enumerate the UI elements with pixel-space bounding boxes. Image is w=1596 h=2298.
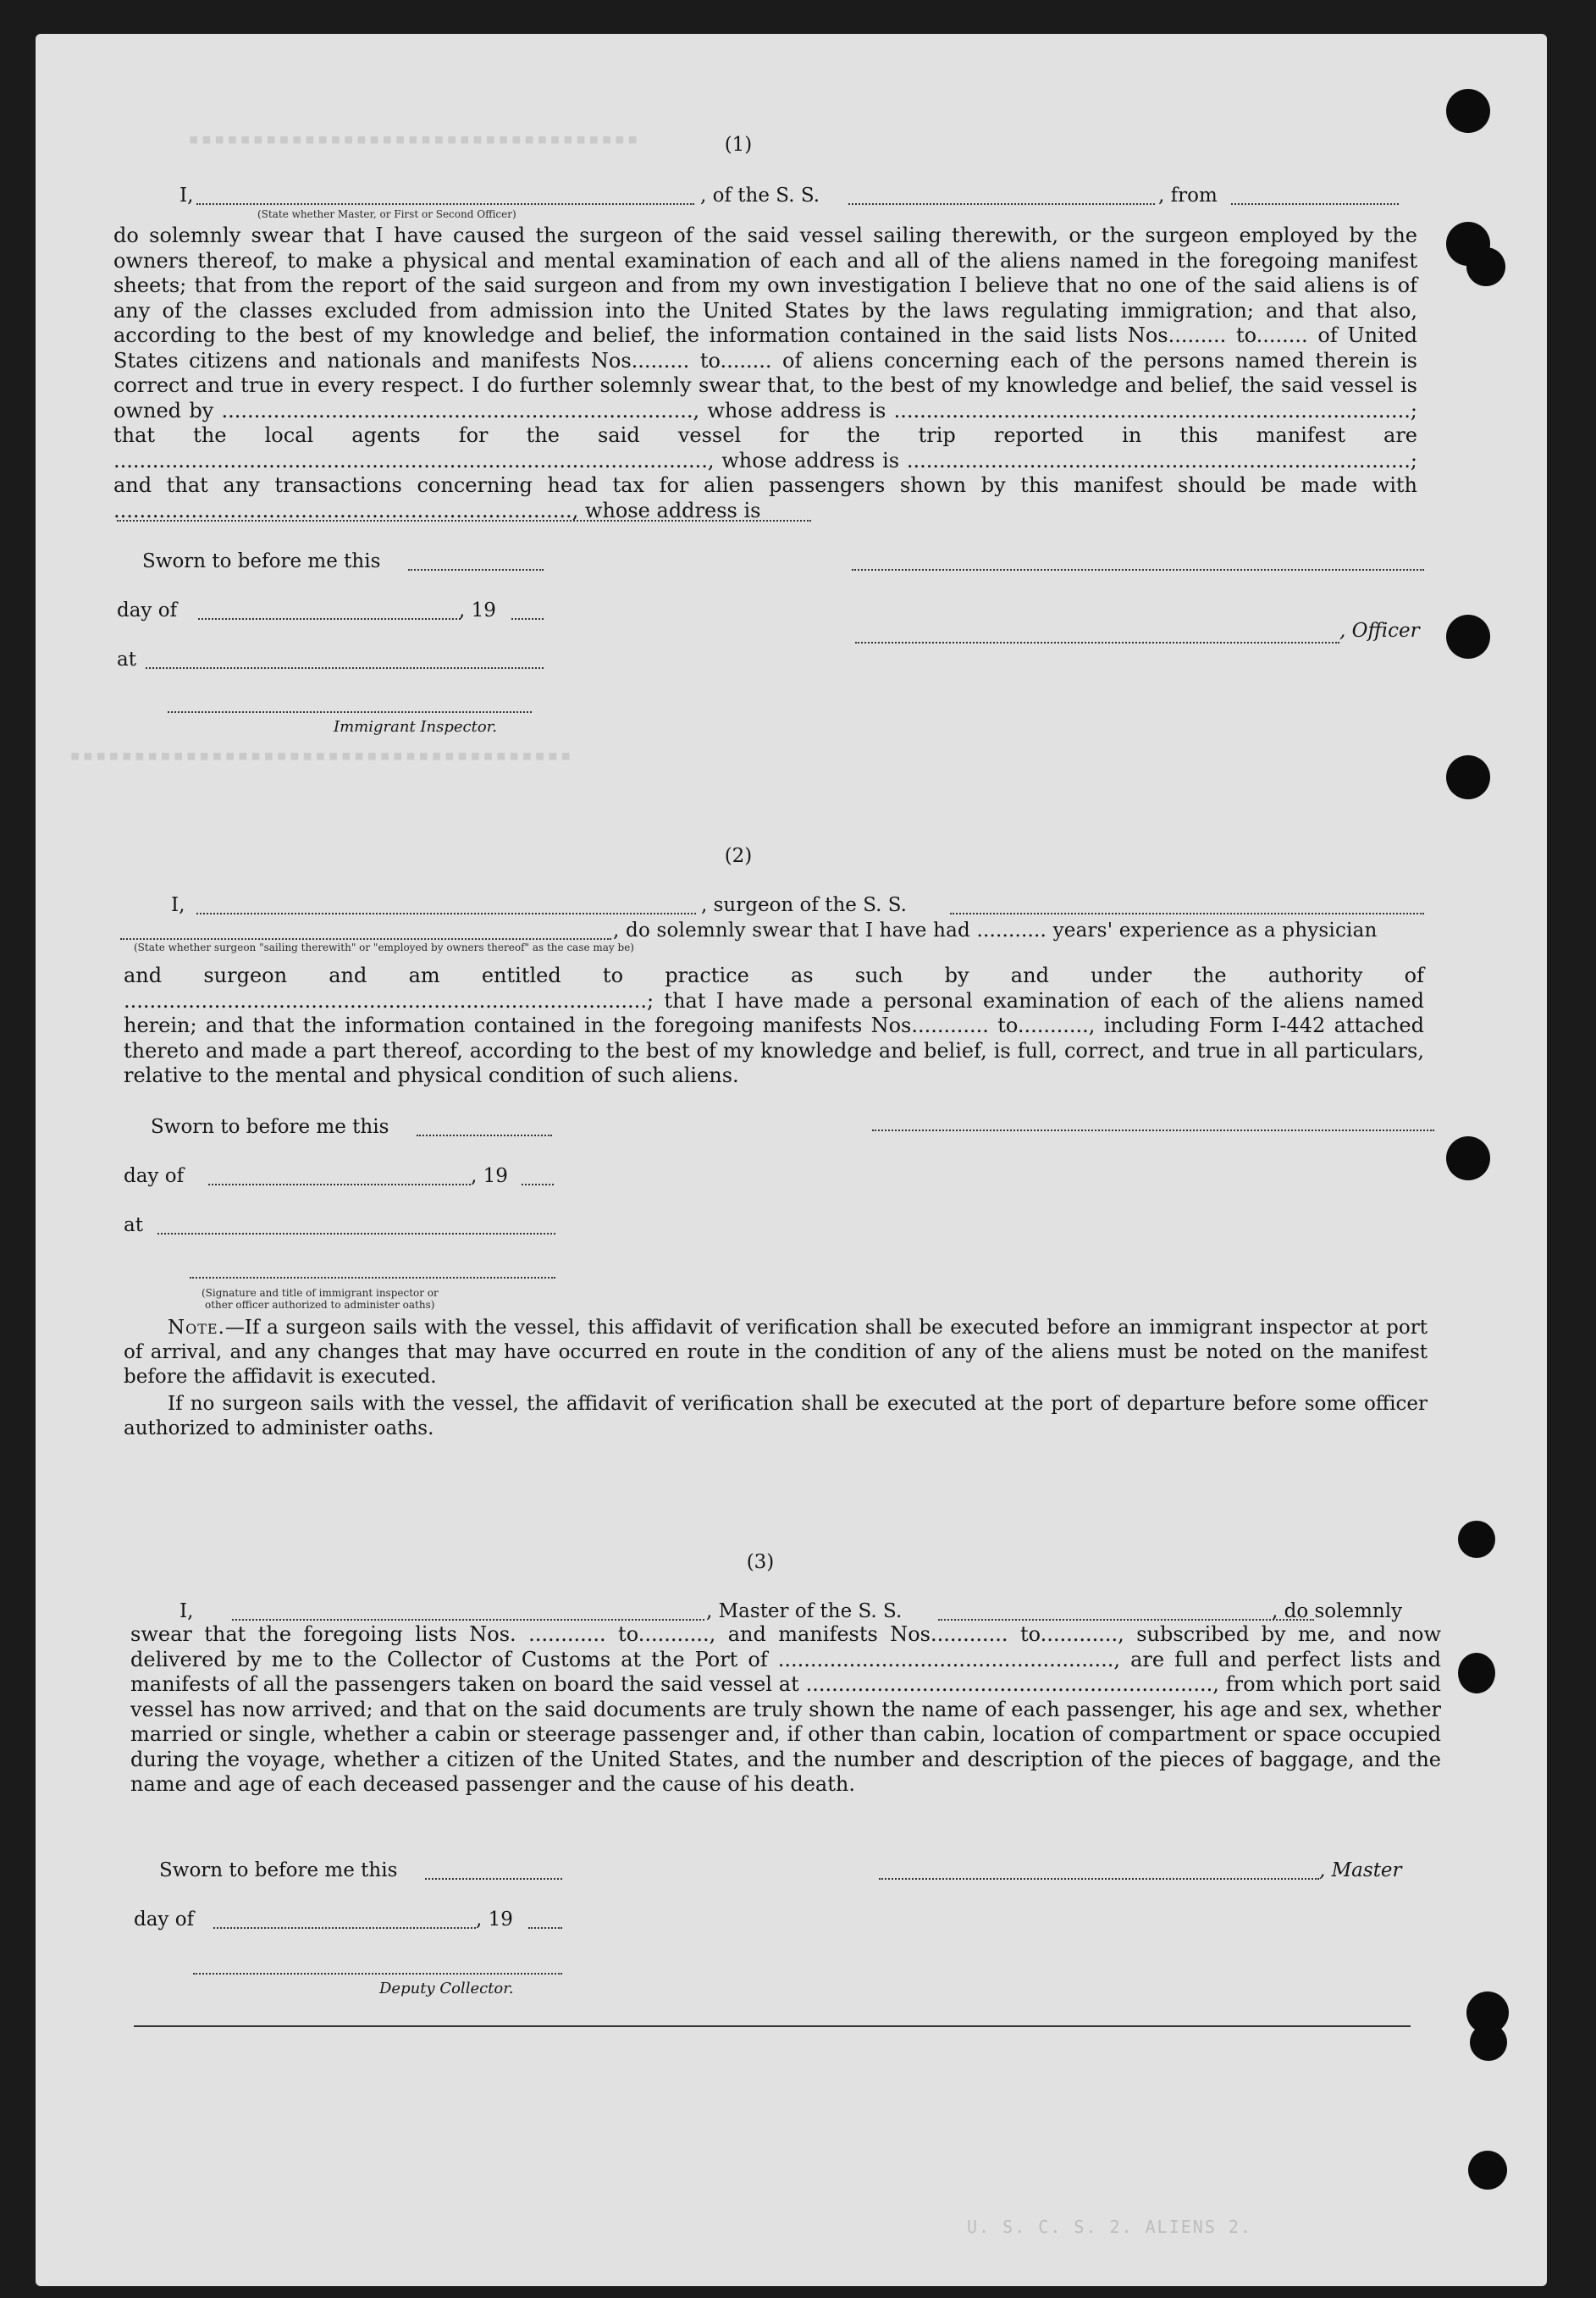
year-field-3[interactable] [528,1927,562,1929]
day-of-label-3: day of [134,1909,195,1931]
sworn-label-2: Sworn to before me this [151,1116,389,1138]
sworn-date-field-2[interactable] [417,1135,552,1136]
section-3-paragraph: swear that the foregoing lists Nos. ............ to..........., and manifests Nos............ to............, subscribed by me, and now delivered by me to the Collector of Customs at the Port of ...................................................., are full and perfect lists and manifests of all the passengers taken on board the said vessel at ..............................................................., from which port said vessel has now arrived; and that on the said documents are truly shown the name of each passenger, his age and sex, whether married or single, whether a cabin or steerage passenger and, if other than cabin, location of compartment or space occupied during the voyage, whether a citizen of the United States, and the number and description of the pieces of baggage, and the name and age of each deceased passenger and the cause of his death. [130,1622,1441,1796]
officer-signature-field[interactable] [855,642,1339,644]
note-text: —If a surgeon sails with the vessel, this affidavit of verification shall be executed before an immigrant inspector at port of arrival, and any changes that may have occurred en route in the condition of any of the aliens must be noted on the manifest before the affidavit is executed. [124,1317,1428,1388]
bottom-rule [134,2025,1411,2027]
surgeon-status-caption: (State whether surgeon "sailing therewith" or "employed by owners thereof" as the case may be) [134,942,634,953]
administering-officer-signature-field[interactable] [190,1277,555,1279]
surgeon-status-field[interactable] [120,938,611,940]
section-3-solemnly: , do solemnly [1272,1600,1403,1622]
section-3-i: I, [179,1600,194,1622]
section-1-i: I, [179,185,194,207]
deputy-collector-signature-field[interactable] [193,1973,562,1975]
form-stamp: U. S. C. S. 2. ALIENS 2. [967,2217,1252,2237]
form-sheet [36,34,1547,2286]
sworn-date-field-1[interactable] [408,569,544,571]
section-1-paragraph: do solemnly swear that I have caused the surgeon of the said vessel sailing therewith, or the surgeon employed by the owners thereof, to make a physical and mental examination of each and all of the aliens named in the foregoing manifest sheets; that from the report of the said surgeon and from my own investigation I believe that no one of the said aliens is of any of the classes excluded from admission into the United States by the laws regulating immigration; and that also, according to the best of my knowledge and belief, the information contained in the said lists Nos......... to........ of United States citizens and nationals and manifests Nos......... to........ of aliens concerning each of the persons named therein is correct and true in every respect. I do further solemnly swear that, to the best of my knowledge and belief, the said vessel is owned by ........................................................................., whose address is ................................................................................; that the local agents for the said vessel for the trip reported in this manifest are ............................................................................................, whose address is ..............................................................................; and that any transactions concerning head tax for alien passengers shown by this manifest should be made with ......................................................................., whose address is [113,224,1417,522]
master-signature-field[interactable] [879,1878,1319,1880]
section-3-master-ss: , Master of the S. S. [706,1600,903,1622]
sworn-date-field-3[interactable] [425,1878,562,1880]
section-2-surgeon-ss: , surgeon of the S. S. [701,894,907,916]
note-lead: Note. [168,1317,225,1339]
punch-hole [1458,1521,1495,1558]
sworn-label-1: Sworn to before me this [142,550,381,572]
officer-signature-top-field[interactable] [852,569,1424,571]
surgeon-name-field[interactable] [196,913,696,914]
year-label-2: , 19 [471,1165,508,1187]
punch-hole [1470,2024,1507,2061]
punch-hole [1446,615,1490,659]
year-field-1[interactable] [511,618,544,620]
officer-rank-caption: (State whether Master, or First or Second Officer) [257,208,516,220]
day-of-label-1: day of [117,599,178,621]
section-2-number: (2) [724,845,753,867]
section-1-number: (1) [724,134,753,156]
punch-hole [1468,2151,1507,2190]
at-label-2: at [124,1214,143,1236]
month-field-2[interactable] [208,1184,471,1185]
section-2-i: I, [171,894,185,916]
sworn-label-3: Sworn to before me this [159,1859,398,1881]
at-label-1: at [117,649,136,671]
punch-hole [1446,89,1490,133]
month-field-3[interactable] [213,1927,476,1929]
section-2-paragraph: and surgeon and am entitled to practice as such by and under the authority of .................................................................................; that I have made a personal examination of each of the aliens named herein; and that the information contained in the foregoing manifests Nos............ to..........., including Form I-442 attached thereto and made a part thereof, according to the best of my knowledge and belief, is full, correct, and true in all particulars, relative to the mental and physical condition of such aliens. [124,964,1424,1087]
signature-caption-line-2: other officer authorized to administer oaths) [205,1299,435,1311]
punch-hole [1446,1136,1490,1180]
officer-rank-field[interactable] [196,203,694,205]
master-title: , Master [1319,1859,1402,1881]
deputy-collector-title: Deputy Collector. [379,1980,514,1997]
verifier-signature-field[interactable] [872,1130,1434,1131]
note-paragraph [124,1316,1428,1389]
signature-caption-line-1: (Signature and title of immigrant inspector or [202,1287,439,1299]
year-label-1: , 19 [459,599,496,621]
at-place-field-2[interactable] [157,1233,555,1235]
bleed-through-text: ▪▪▪▪▪▪▪▪▪▪▪▪▪▪▪▪▪▪▪▪▪▪▪▪▪▪▪▪▪▪▪▪▪▪▪▪▪▪▪ [69,745,573,766]
section-3-number: (3) [746,1551,775,1573]
section-2-swear: , do solemnly swear that I have had ........... years' experience as a physician [613,920,1378,942]
year-field-2[interactable] [522,1184,554,1185]
at-place-field-1[interactable] [146,667,544,669]
inspector-signature-field[interactable] [168,711,532,713]
bleed-through-text: ▪▪▪▪▪▪▪▪▪▪▪▪▪▪▪▪▪▪▪▪▪▪▪▪▪▪▪▪▪▪▪▪▪▪▪ [188,129,640,150]
month-field-1[interactable] [198,618,461,620]
year-label-3: , 19 [476,1909,513,1931]
surgeon-vessel-field[interactable] [950,913,1424,914]
section-1-of-ss: , of the S. S. [700,185,820,207]
punch-hole [1466,247,1505,286]
address-continuation-field[interactable] [117,520,811,522]
punch-hole [1458,1653,1495,1693]
master-vessel-field[interactable] [938,1619,1314,1621]
from-port-field[interactable] [1231,203,1399,205]
section-1-from: , from [1158,185,1218,207]
vessel-name-field[interactable] [848,203,1155,205]
note-paragraph-2 [124,1392,1428,1441]
master-name-field[interactable] [232,1619,704,1621]
punch-hole [1446,755,1490,799]
officer-title: , Officer [1339,620,1420,642]
note-text-2: If no surgeon sails with the vessel, the affidavit of verification shall be executed at the port of departure before some officer authorized to administer oaths. [124,1393,1428,1439]
day-of-label-2: day of [124,1165,185,1187]
inspector-title: Immigrant Inspector. [334,718,498,736]
